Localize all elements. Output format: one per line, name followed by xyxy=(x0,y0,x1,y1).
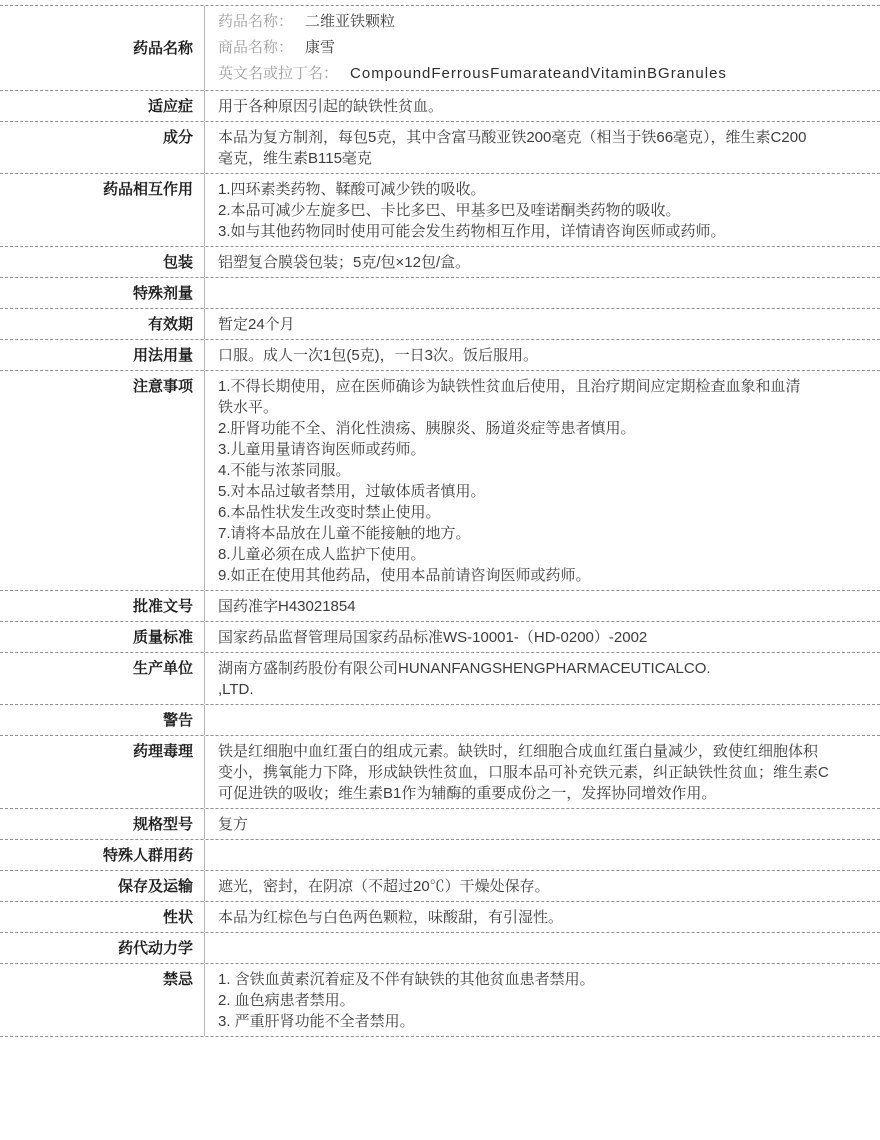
text-line: 9.如正在使用其他药品，使用本品前请咨询医师或药师。 xyxy=(218,567,591,584)
text-line: 本品为红棕色与白色两色颗粒，味酸甜，有引湿性。 xyxy=(218,909,564,926)
table-row xyxy=(0,964,880,1037)
row-value xyxy=(205,871,880,901)
text-line: ,LTD. xyxy=(218,681,254,698)
text-line: 铝塑复合膜袋包装；5克/包×12包/盒。 xyxy=(218,254,471,271)
text-line: 可促进铁的吸收；维生素B1作为辅酶的重要成份之一，发挥协同增效作用。 xyxy=(218,785,717,802)
row-label: 批准文号 xyxy=(0,591,205,621)
table-row xyxy=(0,247,880,278)
row-label: 质量标准 xyxy=(0,622,205,652)
row-value xyxy=(205,371,880,590)
table-row xyxy=(0,809,880,840)
text-line: 3. 严重肝肾功能不全者禁用。 xyxy=(218,1013,415,1030)
table-row xyxy=(0,340,880,371)
row-value xyxy=(205,809,880,839)
row-label: 有效期 xyxy=(0,309,205,339)
text-line: 铁是红细胞中血红蛋白的组成元素。缺铁时，红细胞合成血红蛋白量减少，致使红细胞体积 xyxy=(218,743,819,760)
row-label: 适应症 xyxy=(0,91,205,121)
text-line: 用于各种原因引起的缺铁性贫血。 xyxy=(218,98,444,115)
row-label: 包装 xyxy=(0,247,205,277)
row-label: 成分 xyxy=(0,122,205,173)
text-line: 国家药品监督管理局国家药品标准WS-10001-（HD-0200）-2002 xyxy=(218,629,648,646)
table-row xyxy=(0,122,880,174)
field-value: 康雪 xyxy=(305,39,336,56)
row-value xyxy=(205,653,880,704)
text-line: 变小，携氧能力下降，形成缺铁性贫血，口服本品可补充铁元素，纠正缺铁性贫血；维生素C xyxy=(218,764,829,781)
row-value xyxy=(205,964,880,1036)
table-row xyxy=(0,622,880,653)
drug-info-table xyxy=(0,5,880,1037)
text-line: 2.肝肾功能不全、消化性溃疡、胰腺炎、肠道炎症等患者慎用。 xyxy=(218,420,636,437)
row-value xyxy=(205,736,880,808)
row-value xyxy=(205,591,880,621)
table-row xyxy=(0,653,880,705)
table-row xyxy=(0,705,880,736)
text-line: 1.不得长期使用，应在医师确诊为缺铁性贫血后使用，且治疗期间应定期检查血象和血清 xyxy=(218,378,801,395)
row-label: 用法用量 xyxy=(0,340,205,370)
text-line: 6.本品性状发生改变时禁止使用。 xyxy=(218,504,441,521)
row-value xyxy=(205,278,880,308)
row-value xyxy=(205,309,880,339)
row-value xyxy=(205,122,880,173)
text-line: 1. 含铁血黄素沉着症及不伴有缺铁的其他贫血患者禁用。 xyxy=(218,971,595,988)
row-label: 特殊剂量 xyxy=(0,278,205,308)
row-value xyxy=(205,340,880,370)
row-label: 性状 xyxy=(0,902,205,932)
row-label: 药代动力学 xyxy=(0,933,205,963)
row-value xyxy=(205,247,880,277)
text-line: 4.不能与浓茶同服。 xyxy=(218,462,351,479)
text-line: 复方 xyxy=(218,816,249,833)
table-row xyxy=(0,278,880,309)
field-key: 英文名或拉丁名： xyxy=(218,65,339,82)
row-value xyxy=(205,174,880,246)
text-line: 湖南方盛制药股份有限公司HUNANFANGSHENGPHARMACEUTICALCO. xyxy=(218,660,711,677)
row-label: 药品相互作用 xyxy=(0,174,205,246)
row-label: 警告 xyxy=(0,705,205,735)
table-row xyxy=(0,91,880,122)
field-line xyxy=(218,35,855,61)
table-row xyxy=(0,933,880,964)
field-key: 商品名称： xyxy=(218,39,294,56)
field-line xyxy=(218,61,855,87)
text-line: 3.儿童用量请咨询医师或药师。 xyxy=(218,441,426,458)
table-row xyxy=(0,902,880,933)
field-key: 药品名称： xyxy=(218,13,294,30)
row-value xyxy=(205,91,880,121)
text-line: 5.对本品过敏者禁用，过敏体质者慎用。 xyxy=(218,483,486,500)
row-label: 药品名称 xyxy=(0,6,205,90)
text-line: 2. 血色病患者禁用。 xyxy=(218,992,355,1009)
row-value xyxy=(205,705,880,735)
table-row xyxy=(0,371,880,591)
row-value xyxy=(205,6,880,90)
row-value xyxy=(205,840,880,870)
row-value xyxy=(205,902,880,932)
text-line: 暂定24个月 xyxy=(218,316,295,333)
table-row xyxy=(0,309,880,340)
text-line: 毫克，维生素B115毫克 xyxy=(218,150,372,167)
text-line: 1.四环素类药物、鞣酸可减少铁的吸收。 xyxy=(218,181,486,198)
text-line: 3.如与其他药物同时使用可能会发生药物相互作用，详情请咨询医师或药师。 xyxy=(218,223,726,240)
row-label: 特殊人群用药 xyxy=(0,840,205,870)
row-label: 药理毒理 xyxy=(0,736,205,808)
text-line: 铁水平。 xyxy=(218,399,279,416)
row-label: 注意事项 xyxy=(0,371,205,590)
row-label: 生产单位 xyxy=(0,653,205,704)
text-line: 2.本品可减少左旋多巴、卡比多巴、甲基多巴及喹诺酮类药物的吸收。 xyxy=(218,202,681,219)
row-label: 规格型号 xyxy=(0,809,205,839)
text-line: 国药准字H43021854 xyxy=(218,598,356,615)
text-line: 7.请将本品放在儿童不能接触的地方。 xyxy=(218,525,471,542)
table-row xyxy=(0,6,880,91)
field-value: 二维亚铁颗粒 xyxy=(305,13,396,30)
text-line: 本品为复方制剂，每包5克，其中含富马酸亚铁200毫克（相当于铁66毫克），维生素C200 xyxy=(218,129,807,146)
text-line: 口服。成人一次1包(5克)，一日3次。饭后服用。 xyxy=(218,347,539,364)
table-row xyxy=(0,591,880,622)
row-label: 保存及运输 xyxy=(0,871,205,901)
table-row xyxy=(0,736,880,809)
field-value: CompoundFerrousFumarateandVitaminBGranules xyxy=(350,65,727,82)
row-value xyxy=(205,933,880,963)
text-line: 8.儿童必须在成人监护下使用。 xyxy=(218,546,426,563)
table-row xyxy=(0,840,880,871)
table-row xyxy=(0,174,880,247)
text-line: 遮光，密封，在阴凉（不超过20℃）干燥处保存。 xyxy=(218,878,550,895)
row-label: 禁忌 xyxy=(0,964,205,1036)
row-value xyxy=(205,622,880,652)
table-row xyxy=(0,871,880,902)
field-line xyxy=(218,9,855,35)
